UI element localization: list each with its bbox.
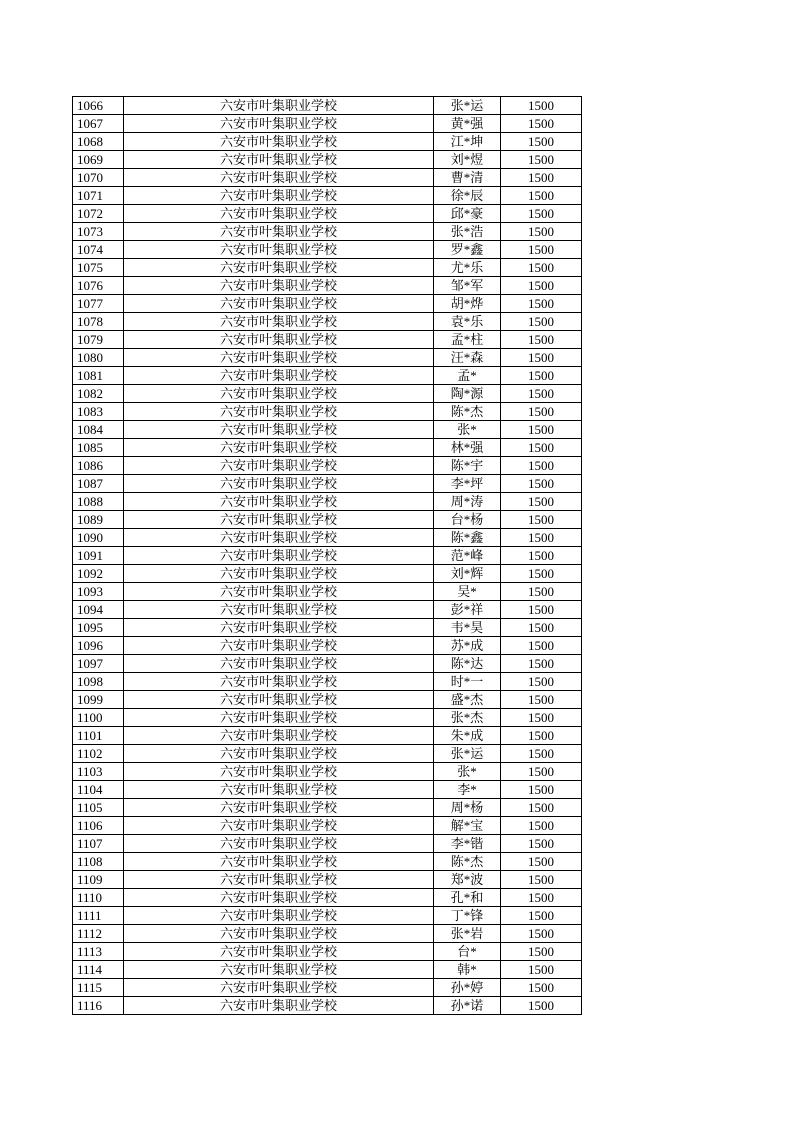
student-name-cell: 周*杨 [434,799,501,817]
school-name-cell: 六安市叶集职业学校 [124,655,434,673]
table-row [73,727,582,745]
table-row [73,241,582,259]
row-number-cell: 1083 [73,403,124,421]
student-name-cell: 朱*成 [434,727,501,745]
table-row [73,295,582,313]
student-name-cell: 解*宝 [434,817,501,835]
school-name-cell: 六安市叶集职业学校 [124,259,434,277]
school-name-cell: 六安市叶集职业学校 [124,853,434,871]
school-name-cell: 六安市叶集职业学校 [124,97,434,115]
school-name-cell: 六安市叶集职业学校 [124,475,434,493]
row-number-cell: 1081 [73,367,124,385]
student-name-cell: 孙*婷 [434,979,501,997]
student-name-cell: 陈*杰 [434,403,501,421]
row-number-cell: 1096 [73,637,124,655]
table-row [73,655,582,673]
school-name-cell: 六安市叶集职业学校 [124,781,434,799]
table-row [73,439,582,457]
table-row [73,709,582,727]
table-row [73,745,582,763]
table-row [73,115,582,133]
row-number-cell: 1085 [73,439,124,457]
student-name-cell: 黄*强 [434,115,501,133]
amount-cell: 1500 [501,313,582,331]
table-row [73,97,582,115]
school-name-cell: 六安市叶集职业学校 [124,745,434,763]
row-number-cell: 1095 [73,619,124,637]
student-name-cell: 张*运 [434,745,501,763]
row-number-cell: 1100 [73,709,124,727]
table-row [73,979,582,997]
school-name-cell: 六安市叶集职业学校 [124,277,434,295]
school-name-cell: 六安市叶集职业学校 [124,187,434,205]
table-row [73,367,582,385]
roster-table [72,96,582,1015]
school-name-cell: 六安市叶集职业学校 [124,727,434,745]
student-name-cell: 孙*诺 [434,997,501,1015]
row-number-cell: 1114 [73,961,124,979]
student-name-cell: 张*运 [434,97,501,115]
school-name-cell: 六安市叶集职业学校 [124,889,434,907]
row-number-cell: 1067 [73,115,124,133]
amount-cell: 1500 [501,583,582,601]
table-row [73,349,582,367]
school-name-cell: 六安市叶集职业学校 [124,421,434,439]
table-row [73,907,582,925]
school-name-cell: 六安市叶集职业学校 [124,925,434,943]
school-name-cell: 六安市叶集职业学校 [124,619,434,637]
amount-cell: 1500 [501,979,582,997]
row-number-cell: 1116 [73,997,124,1015]
school-name-cell: 六安市叶集职业学校 [124,331,434,349]
school-name-cell: 六安市叶集职业学校 [124,403,434,421]
table-row [73,169,582,187]
amount-cell: 1500 [501,889,582,907]
row-number-cell: 1072 [73,205,124,223]
student-name-cell: 江*坤 [434,133,501,151]
table-row [73,223,582,241]
amount-cell: 1500 [501,835,582,853]
amount-cell: 1500 [501,421,582,439]
row-number-cell: 1070 [73,169,124,187]
school-name-cell: 六安市叶集职业学校 [124,493,434,511]
row-number-cell: 1113 [73,943,124,961]
row-number-cell: 1108 [73,853,124,871]
school-name-cell: 六安市叶集职业学校 [124,637,434,655]
school-name-cell: 六安市叶集职业学校 [124,907,434,925]
table-row [73,421,582,439]
student-name-cell: 吴* [434,583,501,601]
student-name-cell: 苏*成 [434,637,501,655]
school-name-cell: 六安市叶集职业学校 [124,169,434,187]
table-row [73,547,582,565]
row-number-cell: 1099 [73,691,124,709]
school-name-cell: 六安市叶集职业学校 [124,151,434,169]
amount-cell: 1500 [501,151,582,169]
table-row [73,313,582,331]
student-name-cell: 罗*鑫 [434,241,501,259]
table-row [73,475,582,493]
amount-cell: 1500 [501,133,582,151]
school-name-cell: 六安市叶集职业学校 [124,241,434,259]
table-row [73,601,582,619]
table-row [73,763,582,781]
table-row [73,853,582,871]
table-row [73,673,582,691]
row-number-cell: 1092 [73,565,124,583]
row-number-cell: 1102 [73,745,124,763]
table-row [73,511,582,529]
student-name-cell: 周*涛 [434,493,501,511]
table-row [73,799,582,817]
amount-cell: 1500 [501,457,582,475]
student-name-cell: 陈*杰 [434,853,501,871]
amount-cell: 1500 [501,655,582,673]
student-name-cell: 孟* [434,367,501,385]
amount-cell: 1500 [501,817,582,835]
row-number-cell: 1087 [73,475,124,493]
row-number-cell: 1074 [73,241,124,259]
row-number-cell: 1101 [73,727,124,745]
school-name-cell: 六安市叶集职业学校 [124,511,434,529]
row-number-cell: 1110 [73,889,124,907]
student-name-cell: 孟*柱 [434,331,501,349]
student-name-cell: 台*杨 [434,511,501,529]
school-name-cell: 六安市叶集职业学校 [124,817,434,835]
school-name-cell: 六安市叶集职业学校 [124,601,434,619]
amount-cell: 1500 [501,547,582,565]
row-number-cell: 1111 [73,907,124,925]
table-row [73,925,582,943]
amount-cell: 1500 [501,619,582,637]
school-name-cell: 六安市叶集职业学校 [124,961,434,979]
student-name-cell: 范*峰 [434,547,501,565]
table-row [73,781,582,799]
school-name-cell: 六安市叶集职业学校 [124,529,434,547]
amount-cell: 1500 [501,223,582,241]
school-name-cell: 六安市叶集职业学校 [124,313,434,331]
table-row [73,187,582,205]
student-name-cell: 丁*锋 [434,907,501,925]
student-name-cell: 邹*军 [434,277,501,295]
table-row [73,997,582,1015]
amount-cell: 1500 [501,277,582,295]
row-number-cell: 1115 [73,979,124,997]
school-name-cell: 六安市叶集职业学校 [124,133,434,151]
row-number-cell: 1104 [73,781,124,799]
amount-cell: 1500 [501,709,582,727]
student-name-cell: 陈*达 [434,655,501,673]
row-number-cell: 1088 [73,493,124,511]
table-row [73,871,582,889]
amount-cell: 1500 [501,673,582,691]
student-name-cell: 韩* [434,961,501,979]
row-number-cell: 1086 [73,457,124,475]
school-name-cell: 六安市叶集职业学校 [124,871,434,889]
school-name-cell: 六安市叶集职业学校 [124,295,434,313]
student-name-cell: 尤*乐 [434,259,501,277]
student-name-cell: 孔*和 [434,889,501,907]
student-name-cell: 张*岩 [434,925,501,943]
amount-cell: 1500 [501,259,582,277]
school-name-cell: 六安市叶集职业学校 [124,205,434,223]
row-number-cell: 1098 [73,673,124,691]
amount-cell: 1500 [501,781,582,799]
amount-cell: 1500 [501,331,582,349]
row-number-cell: 1077 [73,295,124,313]
amount-cell: 1500 [501,97,582,115]
row-number-cell: 1076 [73,277,124,295]
school-name-cell: 六安市叶集职业学校 [124,385,434,403]
student-name-cell: 林*强 [434,439,501,457]
table-row [73,943,582,961]
student-name-cell: 刘*辉 [434,565,501,583]
table-row [73,835,582,853]
amount-cell: 1500 [501,493,582,511]
table-row [73,691,582,709]
amount-cell: 1500 [501,853,582,871]
row-number-cell: 1071 [73,187,124,205]
row-number-cell: 1094 [73,601,124,619]
table-row [73,817,582,835]
school-name-cell: 六安市叶集职业学校 [124,835,434,853]
row-number-cell: 1073 [73,223,124,241]
row-number-cell: 1066 [73,97,124,115]
amount-cell: 1500 [501,745,582,763]
row-number-cell: 1090 [73,529,124,547]
row-number-cell: 1093 [73,583,124,601]
amount-cell: 1500 [501,727,582,745]
row-number-cell: 1105 [73,799,124,817]
school-name-cell: 六安市叶集职业学校 [124,799,434,817]
row-number-cell: 1097 [73,655,124,673]
table-row [73,961,582,979]
student-name-cell: 时*一 [434,673,501,691]
amount-cell: 1500 [501,961,582,979]
student-name-cell: 张*杰 [434,709,501,727]
school-name-cell: 六安市叶集职业学校 [124,691,434,709]
table-row [73,205,582,223]
school-name-cell: 六安市叶集职业学校 [124,115,434,133]
student-name-cell: 彭*祥 [434,601,501,619]
amount-cell: 1500 [501,475,582,493]
table-row [73,385,582,403]
amount-cell: 1500 [501,205,582,223]
student-name-cell: 郑*波 [434,871,501,889]
amount-cell: 1500 [501,439,582,457]
school-name-cell: 六安市叶集职业学校 [124,565,434,583]
table-row [73,493,582,511]
amount-cell: 1500 [501,601,582,619]
table-row [73,403,582,421]
amount-cell: 1500 [501,241,582,259]
student-name-cell: 陈*鑫 [434,529,501,547]
amount-cell: 1500 [501,925,582,943]
table-row [73,637,582,655]
amount-cell: 1500 [501,691,582,709]
school-name-cell: 六安市叶集职业学校 [124,763,434,781]
school-name-cell: 六安市叶集职业学校 [124,979,434,997]
amount-cell: 1500 [501,349,582,367]
amount-cell: 1500 [501,385,582,403]
row-number-cell: 1109 [73,871,124,889]
amount-cell: 1500 [501,511,582,529]
table-row [73,889,582,907]
table-row [73,529,582,547]
amount-cell: 1500 [501,763,582,781]
row-number-cell: 1103 [73,763,124,781]
row-number-cell: 1078 [73,313,124,331]
table-row [73,619,582,637]
school-name-cell: 六安市叶集职业学校 [124,709,434,727]
roster-table-body [73,97,582,1015]
amount-cell: 1500 [501,367,582,385]
student-name-cell: 李* [434,781,501,799]
table-row [73,277,582,295]
student-name-cell: 盛*杰 [434,691,501,709]
student-name-cell: 韦*昊 [434,619,501,637]
student-name-cell: 陈*宇 [434,457,501,475]
school-name-cell: 六安市叶集职业学校 [124,367,434,385]
amount-cell: 1500 [501,115,582,133]
amount-cell: 1500 [501,565,582,583]
table-row [73,259,582,277]
school-name-cell: 六安市叶集职业学校 [124,349,434,367]
student-name-cell: 台* [434,943,501,961]
row-number-cell: 1084 [73,421,124,439]
row-number-cell: 1075 [73,259,124,277]
row-number-cell: 1069 [73,151,124,169]
school-name-cell: 六安市叶集职业学校 [124,997,434,1015]
amount-cell: 1500 [501,871,582,889]
row-number-cell: 1106 [73,817,124,835]
table-row [73,457,582,475]
amount-cell: 1500 [501,997,582,1015]
row-number-cell: 1112 [73,925,124,943]
school-name-cell: 六安市叶集职业学校 [124,547,434,565]
student-name-cell: 胡*烨 [434,295,501,313]
student-name-cell: 袁*乐 [434,313,501,331]
table-row [73,133,582,151]
school-name-cell: 六安市叶集职业学校 [124,439,434,457]
table-row [73,565,582,583]
student-name-cell: 汪*森 [434,349,501,367]
student-name-cell: 徐*辰 [434,187,501,205]
school-name-cell: 六安市叶集职业学校 [124,673,434,691]
table-row [73,331,582,349]
amount-cell: 1500 [501,169,582,187]
row-number-cell: 1079 [73,331,124,349]
student-name-cell: 张* [434,763,501,781]
student-name-cell: 张* [434,421,501,439]
amount-cell: 1500 [501,943,582,961]
student-name-cell: 李*锴 [434,835,501,853]
school-name-cell: 六安市叶集职业学校 [124,457,434,475]
amount-cell: 1500 [501,907,582,925]
school-name-cell: 六安市叶集职业学校 [124,943,434,961]
amount-cell: 1500 [501,187,582,205]
student-name-cell: 李*坪 [434,475,501,493]
student-name-cell: 邱*豪 [434,205,501,223]
amount-cell: 1500 [501,529,582,547]
row-number-cell: 1089 [73,511,124,529]
table-row [73,151,582,169]
student-name-cell: 曹*清 [434,169,501,187]
row-number-cell: 1091 [73,547,124,565]
amount-cell: 1500 [501,403,582,421]
school-name-cell: 六安市叶集职业学校 [124,223,434,241]
amount-cell: 1500 [501,637,582,655]
school-name-cell: 六安市叶集职业学校 [124,583,434,601]
amount-cell: 1500 [501,295,582,313]
row-number-cell: 1082 [73,385,124,403]
row-number-cell: 1107 [73,835,124,853]
table-row [73,583,582,601]
student-name-cell: 张*浩 [434,223,501,241]
row-number-cell: 1080 [73,349,124,367]
row-number-cell: 1068 [73,133,124,151]
student-name-cell: 刘*煜 [434,151,501,169]
amount-cell: 1500 [501,799,582,817]
student-name-cell: 陶*源 [434,385,501,403]
